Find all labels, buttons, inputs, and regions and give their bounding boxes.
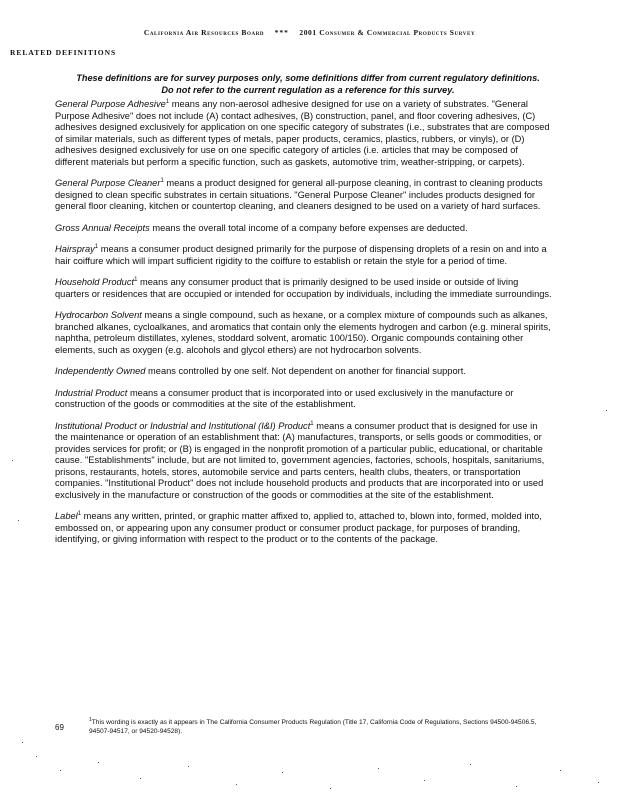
definition-term: Gross Annual Receipts — [55, 222, 150, 233]
definition-independently-owned — [55, 366, 552, 378]
definition-text: means a product designed for general all-purpose cleaning, in contrast to cleaning products designed to clean specific substrates in certain situations. "General Purpose Cleaner" includes products designed for general floor cleaning, kitchen or countertop cleaning, and cleaners designed to be used on a variety of hard surfaces. — [55, 178, 543, 211]
definition-text: means any consumer product that is primarily designed to be used inside or outside of living quarters or residences that are occupied or intended for occupation by individuals, including the immediate surroundings. — [55, 277, 552, 299]
definition-hydrocarbon-solvent — [55, 310, 552, 356]
definition-term: Household Product — [55, 277, 135, 287]
scan-speckle — [188, 766, 189, 767]
definition-term: General Purpose Cleaner — [55, 178, 161, 188]
definition-term: Independently Owned — [55, 366, 146, 376]
scan-speckle — [36, 756, 37, 757]
definition-term: Hydrocarbon Solvent — [55, 310, 142, 320]
intro-notice: These definitions are for survey purposes only, some definitions differ from current regulatory definitions. Do not refer to the current regulation as a reference for this survey. — [76, 73, 540, 95]
definition-general-purpose-cleaner — [55, 178, 552, 213]
definition-text: means a single compound, such as hexane, or a complex mixture of compounds such as alkanes, branched alkanes, cycloalkanes, and aromatics that contain only the elements hydrogen and carbon (e.g. mineral spirits, naphtha, petroleum distillates, xylenes, stoddard solvent, aromatic 100/150). Organic compounds containing other elements, such as oxygen (e.g. alcohols and glycol ethers) are not hydrocarbon solvents. — [55, 310, 551, 355]
scan-speckle — [598, 782, 599, 783]
footnote — [89, 718, 549, 736]
definition-hairspray — [55, 244, 552, 267]
definition-household-product — [55, 277, 552, 300]
definition-text: means a consumer product that is designed for use in the maintenance or operation of an establishment that: (A) manufactures, transports, or sells goods or commodities, or provides services for profit; or (B) is engaged in the nonprofit promotion of a particular public, educational, or charitable cause. "Establishments" include, but are not limited to, government agencies, factories, schools, hospitals, sanitariums, prisons, restaurants, hotels, stores, automobile service and parts centers, health clubs, theaters, or transportation companies. "Institutional Product" does not include household products and products that are incorporated into or used exclusively in the manufacture or construction of the goods or commodities at the site of the establishment. — [55, 420, 545, 500]
definition-text: means any written, printed, or graphic matter affixed to, applied to, attached to, blown into, formed, molded into, embossed on, or appearing upon any consumer product or consumer product package, for purposes of branding, identifying, or giving information with respect to the product or to the contents of the package. — [55, 511, 542, 544]
page-header — [0, 28, 619, 37]
definition-institutional-product — [55, 421, 552, 502]
scan-speckle — [18, 520, 19, 521]
footnote-ref: 1 — [94, 243, 99, 250]
header-survey-title: 2001 Consumer & Commercial Products Survey — [299, 28, 476, 37]
definition-industrial-product — [55, 388, 552, 411]
scan-speckle — [236, 784, 237, 785]
footnote-text: This wording is exactly as it appears in The California Consumer Products Regulation (Title 17, California Code of Regulations, Sections 94500-94506.5, 94507-94517, or 94520-94528). — [89, 719, 537, 735]
footnote-mark: 1 — [89, 716, 92, 723]
footnote-ref: 1 — [310, 420, 314, 427]
definition-term: Hairspray — [55, 244, 95, 254]
scan-speckle — [424, 780, 425, 781]
scan-speckle — [516, 786, 517, 787]
definition-text: means any non-aerosol adhesive designed for use on a variety of substrates. "General Purpose Adhesive" does not include (A) contact adhesives, (B) construction, panel, and floor covering adhesives, (C) adhesives designed exclusively for application on one specific category of substrates (i.e., substrates that are composed of similar materials, such as different types of metals, paper products, ceramics, plastics, rubbers, or vinyls), or (D) adhesives designed exclusively for use on one specific category of articles (i.e. articles that may be composed of different materials but perform a specific function, such as gaskets, automotive trim, weather-stripping, or carpets). — [55, 99, 550, 167]
footnote-ref: 1 — [160, 177, 164, 184]
scan-speckle — [282, 772, 283, 773]
section-title: RELATED DEFINITIONS — [10, 48, 117, 57]
header-agency: California Air Resources Board — [143, 28, 265, 37]
scan-speckle — [140, 778, 141, 779]
definition-text: means a consumer product designed primarily for the purpose of dispensing droplets of a resin on and into a hair coiffure which will impart sufficient rigidity to the coiffure to establish or retain the style for a period of time. — [55, 244, 547, 266]
scan-speckle — [12, 460, 13, 461]
footnote-ref: 1 — [77, 510, 82, 517]
definition-term: Industrial Product — [55, 387, 128, 398]
scan-speckle — [378, 768, 379, 769]
scan-speckle — [330, 788, 331, 789]
definition-text: means the overall total income of a company before expenses are deducted. — [149, 222, 468, 233]
definition-text: means a consumer product that is incorporated into or used exclusively in the manufacture or construction of the goods or commodities at the site of the establishment. — [55, 387, 514, 409]
footnote-ref: 1 — [165, 98, 170, 105]
footnote-ref: 1 — [134, 276, 138, 283]
definition-text: means controlled by one self. Not dependent on another for financial support. — [145, 366, 466, 376]
definitions-list — [55, 99, 552, 556]
header-separator: *** — [274, 28, 289, 37]
definition-label — [55, 511, 552, 546]
definition-term: General Purpose Adhesive — [55, 99, 166, 109]
page-number: 69 — [55, 723, 64, 732]
definition-term: Label — [55, 511, 78, 521]
definition-term: Institutional Product or Industrial and Institutional (I&I) Product — [55, 420, 311, 431]
page-footer — [55, 718, 555, 748]
scan-speckle — [60, 770, 61, 771]
scan-speckle — [470, 764, 471, 765]
scan-speckle — [560, 770, 561, 771]
definition-general-purpose-adhesive — [55, 99, 552, 168]
scan-speckle — [22, 742, 23, 743]
scan-speckle — [606, 410, 607, 411]
scan-speckle — [98, 762, 99, 763]
definition-gross-annual-receipts — [55, 223, 552, 235]
